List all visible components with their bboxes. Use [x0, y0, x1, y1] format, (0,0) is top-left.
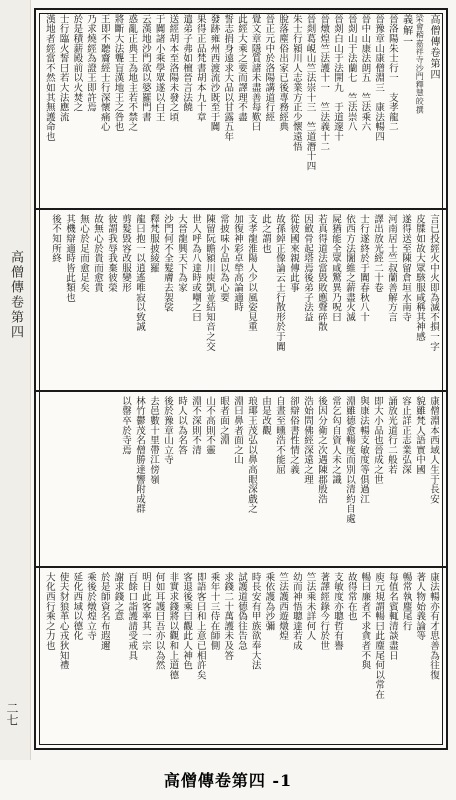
text-column: 乘依護為沙彌: [263, 572, 275, 631]
text-column: 庾元規謂暢曰此麈尾何以常在: [373, 572, 385, 700]
text-column: 後因分衛之次遇陳郡殷浩: [316, 396, 327, 504]
text-column: 故孫綽正像論云士行散形於于闐: [274, 214, 285, 352]
text-column: 士行臨火誓曰若大法應流: [57, 14, 69, 122]
text-column: 無心於足而愈足矣: [78, 214, 89, 293]
text-column: 試護道德偽往告急: [235, 572, 247, 651]
text-column: 容止詳正志業弘深: [400, 396, 411, 475]
text-column: 常乞匃自資人未之識: [330, 396, 341, 485]
text-column: 故得常在也: [345, 572, 357, 621]
text-column: 乃求燒經為證王即許焉: [85, 14, 97, 112]
text-column: 竺法乘未詳何人: [304, 572, 316, 641]
text-column: 于闐諸小乘學眾遂以白王: [153, 14, 165, 122]
text-column: 河南居士竺叔蘭善解方言: [386, 214, 397, 322]
text-column: 以罄卒於寺焉: [120, 396, 131, 455]
text-column: 惑亂正典王為地主若不禁之: [126, 14, 138, 132]
text-column: 士行遂終於于闐春秋八十: [358, 214, 369, 322]
text-column: 將斷大法聾盲漢地王之咎也: [112, 14, 124, 132]
text-column: 晉中山康法朗五 竺法乘六: [359, 14, 371, 132]
text-column: 脫落塵俗出家已後專務經典: [277, 14, 289, 132]
text-column: 王即不聽齎經士行深懷痛心: [98, 14, 110, 132]
text-column: 與康法暢支敏度等俱過江: [358, 396, 369, 504]
text-column: 時長安有甲族欲奉大法: [249, 572, 261, 670]
text-column: 琅瑘王茂弘以鼻高眼深戲之: [246, 396, 257, 514]
text-column: 彼謂我辱我棄彼榮: [106, 214, 117, 293]
text-column: 陳留阮瞻潁川庾凱並結知音之交: [204, 214, 215, 352]
text-column: 釋梵服披綾羅: [148, 214, 159, 273]
text-column: 山不高則不靈: [204, 396, 215, 455]
text-column: 淵曰鼻者面之山: [232, 396, 243, 465]
text-column: 譯出放光經二十卷: [372, 214, 383, 293]
text-column: 此經大乘之要而譯理不盡: [235, 14, 247, 122]
text-column: 從彼國來親傳此事: [288, 214, 299, 293]
text-column: 去邑數十里帶江傍嶺: [148, 396, 159, 485]
text-column: 覺文章隱質諸未盡善每歎曰: [249, 14, 261, 132]
text-column: 晉正元中於洛陽講道行經: [263, 14, 275, 122]
text-column: 卻辯俗書性情之義: [288, 396, 299, 475]
text-column: 明日此客率其一宗: [139, 572, 151, 651]
text-column: 因斂骨起塔焉後弟子法益: [302, 214, 313, 322]
text-column: 淵雖德愈暢度而別以清約自處: [344, 396, 355, 524]
text-column: 誓志捐身遠求大品以甘露五年: [222, 14, 234, 142]
text-column: 剪髮毀容改服變形: [120, 214, 131, 293]
text-column: 延化西域以德化: [71, 572, 83, 641]
text-column: 故無心於貴而愈貴: [92, 214, 103, 293]
text-column: 朱士行潁川人志業方正少懷遠悟: [290, 14, 302, 152]
text-column: 晉豫章山康僧淵三 康法暢四: [373, 14, 385, 142]
text-column: 求錢二十萬護未及答: [222, 572, 234, 661]
text-frame: [34, 8, 448, 750]
text-column: 龍曰抱一以逍遙唯寂以致誠: [134, 214, 145, 332]
text-register-3: [36, 390, 446, 566]
text-column: 義解一: [400, 14, 412, 47]
text-column: 幼而神悟聰達若成: [290, 572, 302, 651]
page-caption: 高僧傳卷第四 -1: [163, 771, 293, 790]
text-column: 屍猶能全眾咸驚異乃呪曰: [330, 214, 341, 322]
text-column: 使夫豺狼革心戎狄知禮: [57, 572, 69, 670]
page-number: 二七: [5, 702, 19, 726]
text-column: 康僧淵本西域人生于長安: [428, 396, 439, 504]
text-column: 後不知所終: [50, 214, 61, 263]
text-column: 此之謂也: [260, 214, 271, 254]
text-column: 暢常執麈尾行: [400, 572, 412, 631]
text-column: 林竹鬱茂名僧勝達響附成群: [134, 396, 145, 514]
text-column: 皮牒如故大眾駭服咸稱其神感: [414, 214, 425, 342]
text-column: 百餘口詣護請受戒具: [126, 572, 138, 661]
text-column: 梁會稽嘉祥寺沙門釋慧皎撰: [415, 14, 425, 114]
text-column: 後於豫章山立寺: [162, 396, 173, 465]
text-column: 晉燉煌竺法護十一 竺法義十二: [318, 14, 330, 152]
text-column: 每值名賓輒清談盡日: [386, 572, 398, 661]
text-column: 晉剡葛峴山竺法崇十三 竺道潛十四: [304, 14, 316, 171]
text-column: 乘後於燉煌立寺: [85, 572, 97, 641]
text-column: 晉剡白山于法開九 于道邃十: [331, 14, 343, 142]
text-column: 乘年十三侍在師側: [208, 572, 220, 651]
text-column: 浩始問佛經深遠之理: [302, 396, 313, 485]
text-column: 晉剡山于法蘭七 竺法崇八: [345, 14, 357, 132]
text-column: 加復神彩卓犖高論適時: [232, 214, 243, 312]
text-register-2: [36, 208, 446, 390]
text-column: 漢地者經當不然如其無護命也: [43, 14, 55, 142]
text-column: 謝求錢之意: [112, 572, 124, 621]
text-column: 著譯經錄今行於世: [318, 572, 330, 651]
text-column: 時人以為名答: [176, 396, 187, 455]
text-column: 果得正品梵書胡本九十章: [194, 14, 206, 122]
side-volume-title: 高僧傳卷第四: [8, 250, 23, 340]
text-column: 貌雖梵人語實中國: [414, 396, 425, 475]
text-column: 遂得送至陳留倉垣水南寺: [400, 214, 411, 322]
text-column: 遣弟子弗如檀晉言法饒: [181, 14, 193, 112]
text-column: 於是積薪殿前以火焚之: [71, 14, 83, 112]
text-column: 晉洛陽朱士行一 支孝龍二: [386, 14, 398, 132]
text-column: 云漢地沙門欲以婆羅門書: [139, 14, 151, 122]
text-column: 客退後乘曰觀此人神色: [181, 572, 193, 670]
margin-strip: [0, 0, 31, 760]
text-column: 其機辯適時皆此類也: [64, 214, 75, 303]
text-column: 著人物始義論等: [414, 572, 426, 641]
text-column: 竺法護西遊燉煌: [277, 572, 289, 641]
text-column: 言已投經火中火即為滅不損一字: [428, 214, 439, 352]
text-column: 支敏度亦聰哲有譽: [331, 572, 343, 651]
text-column: 於是師資名布遐邇: [98, 572, 110, 651]
text-column: 淵不深則不清: [190, 396, 201, 455]
text-column: 沙門何不全髮膚去袈裟: [162, 214, 173, 312]
text-column: 暢曰廉者不求貪者不與: [359, 572, 371, 670]
text-column: 支孝龍淮陽人少以風姿見重: [246, 214, 257, 332]
text-column: 大化西行乘之力也: [43, 572, 55, 651]
text-column: 即語客曰和上意已相許矣: [194, 572, 206, 680]
text-column: 康法暢亦有才思善為往復: [428, 572, 439, 680]
text-column: 常披味小品以為心要: [218, 214, 229, 303]
text-column: 大晉龍興天下為家: [176, 214, 187, 293]
text-column: 由是改觀: [260, 396, 271, 436]
text-column: 高僧傳卷第四: [428, 14, 439, 80]
text-register-1: [36, 10, 446, 208]
text-column: 非實求錢將以觀和上道德: [167, 572, 179, 680]
text-column: 誦放光道行二般若: [386, 396, 397, 475]
text-column: 世人呼為八達時或嘲之曰: [190, 214, 201, 322]
text-column: 發跡雍州西渡流沙既至于闐: [208, 14, 220, 132]
text-column: 送經胡本至洛陽未發之頃: [167, 14, 179, 122]
text-column: 即大小品也晉成之世: [372, 396, 383, 485]
text-column: 若真得道法當毀敗應聲碎散: [316, 214, 327, 332]
text-column: 自晝至曛浩不能屈: [274, 396, 285, 475]
text-register-4: [36, 566, 446, 748]
text-column: 何如耳護曰吾亦以為然: [153, 572, 165, 670]
text-column: 眼者面之淵: [218, 396, 229, 445]
text-column: 依西方法闍維之薪盡火滅: [344, 214, 355, 322]
